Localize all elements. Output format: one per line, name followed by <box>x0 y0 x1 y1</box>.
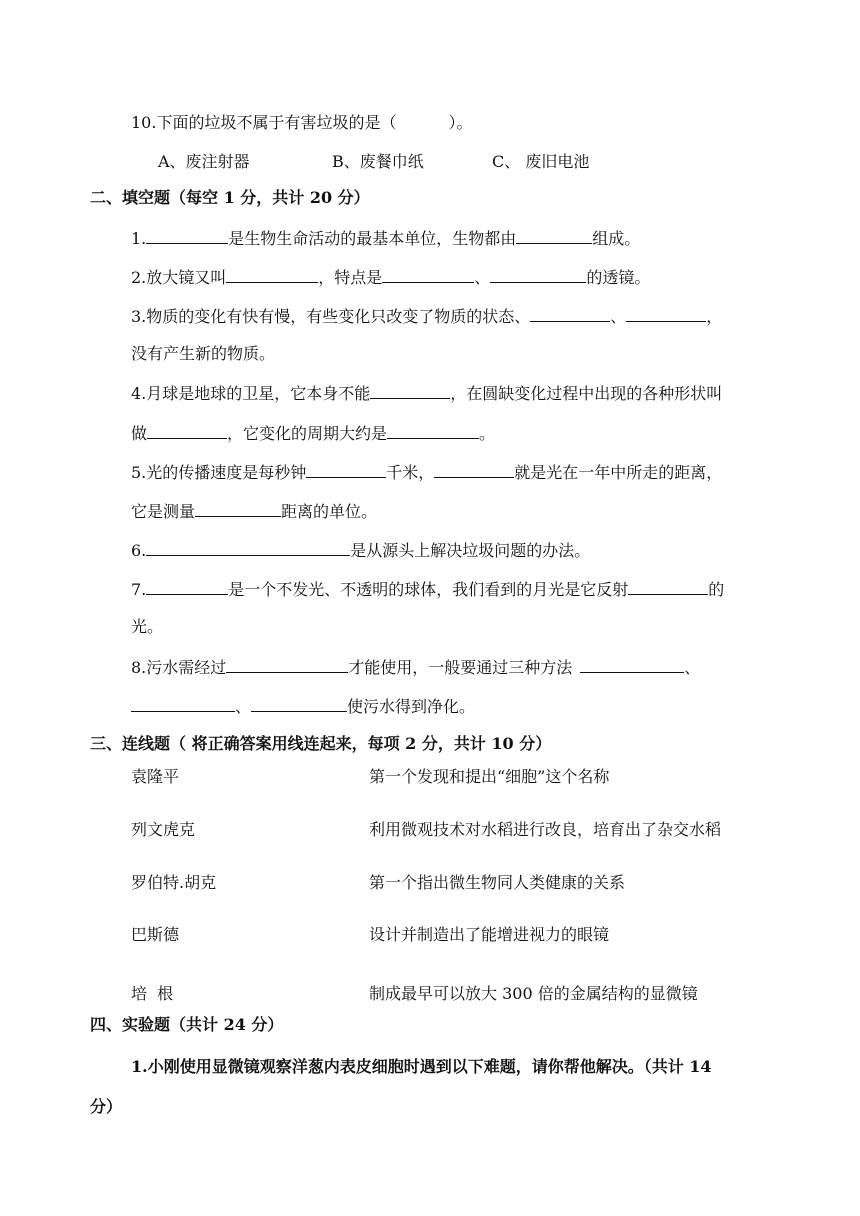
answer-blank[interactable] <box>382 266 474 283</box>
fill-q7 <box>131 578 724 600</box>
fill-q8-line2 <box>131 695 475 717</box>
section2-heading: 二、填空题（每空 1 分，共计 20 分） <box>90 188 370 207</box>
match-right-item[interactable]: 第一个发现和提出“细胞”这个名称 <box>369 767 610 786</box>
fill-q6-num: 6. <box>131 541 147 560</box>
answer-blank[interactable] <box>195 500 281 517</box>
fill-q5-line2-a: 它是测量 <box>131 502 196 521</box>
fill-q5-text2: 千米， <box>386 463 435 482</box>
match-right-item[interactable]: 利用微观技术对水稻进行改良，培育出了杂交水稻 <box>369 820 722 839</box>
fill-q5 <box>131 461 722 483</box>
fill-q8-text2: 才能使用，一般要通过三种方法 <box>348 658 573 677</box>
fill-q1-num: 1. <box>131 229 147 248</box>
answer-blank[interactable] <box>530 305 610 322</box>
match-right-item[interactable]: 第一个指出微生物同人类健康的关系 <box>369 873 626 892</box>
fill-q5-text3: 就是光在一年中所走的距离， <box>514 463 723 482</box>
fill-q7-end: 的 <box>708 580 725 599</box>
match-left-item[interactable]: 袁隆平 <box>131 767 180 786</box>
fill-q2-text2: ，特点是 <box>318 268 383 287</box>
answer-blank[interactable] <box>626 305 706 322</box>
q10-option-b: B、废餐巾纸 <box>332 152 424 171</box>
answer-blank[interactable] <box>147 422 227 439</box>
q10-option-c: C、 废旧电池 <box>492 152 590 171</box>
fill-q1-end: 组成。 <box>592 229 641 248</box>
answer-blank[interactable] <box>131 695 235 712</box>
answer-blank[interactable] <box>146 578 228 595</box>
fill-q4-line2-b: ，它变化的周期大约是 <box>227 424 388 443</box>
answer-blank[interactable] <box>628 578 708 595</box>
answer-blank[interactable] <box>146 227 228 244</box>
fill-q2-text: 2.放大镜又叫 <box>131 268 227 287</box>
experiment-q1: 1.小刚使用显微镜观察洋葱内表皮细胞时遇到以下难题，请你帮他解决。（共计 14 <box>131 1057 712 1076</box>
fill-q2-sep: 、 <box>474 268 491 287</box>
fill-q4-text: 4.月球是地球的卫星，它本身不能 <box>131 384 371 403</box>
fill-q8-line2-sep: 、 <box>235 697 252 716</box>
answer-blank[interactable] <box>580 656 684 673</box>
answer-blank[interactable] <box>516 227 592 244</box>
section4-heading: 四、实验题（共计 24 分） <box>90 1015 284 1034</box>
fill-q4-line2-a: 做 <box>131 424 148 443</box>
answer-blank[interactable] <box>387 422 479 439</box>
answer-blank[interactable] <box>226 656 348 673</box>
match-left-item[interactable]: 培 根 <box>131 984 174 1003</box>
fill-q6-text: 是从源头上解决垃圾问题的办法。 <box>350 541 591 560</box>
match-left-item[interactable]: 列文虎克 <box>131 820 196 839</box>
match-left-item[interactable]: 罗伯特.胡克 <box>131 873 217 892</box>
fill-q3 <box>131 305 722 327</box>
fill-q2 <box>131 266 650 288</box>
fill-q7-num: 7. <box>131 580 147 599</box>
fill-q7-text: 是一个不发光、不透明的球体，我们看到的月光是它反射 <box>228 580 629 599</box>
match-right-item[interactable]: 制成最早可以放大 300 倍的金属结构的显微镜 <box>369 984 698 1003</box>
fill-q4-line2 <box>131 422 495 444</box>
match-right-item[interactable]: 设计并制造出了能增进视力的眼镜 <box>369 925 610 944</box>
fill-q8 <box>131 656 700 678</box>
fill-q3-text: 3.物质的变化有快有慢，有些变化只改变了物质的状态、 <box>131 307 531 326</box>
q10-stem-text: 10.下面的垃圾不属于有害垃圾的是（ <box>131 113 397 132</box>
fill-q3-line2: 没有产生新的物质。 <box>131 344 276 363</box>
fill-q1 <box>131 227 640 249</box>
experiment-q1-line2: 分） <box>90 1097 123 1116</box>
answer-blank[interactable] <box>434 461 514 478</box>
answer-blank[interactable] <box>226 266 318 283</box>
fill-q7-line2: 光。 <box>131 617 164 636</box>
q10-stem <box>131 113 472 133</box>
match-left-item[interactable]: 巴斯德 <box>131 925 180 944</box>
q10-option-a: A、废注射器 <box>158 152 250 171</box>
fill-q5-line2-b: 距离的单位。 <box>281 502 378 521</box>
fill-q5-text: 5.光的传播速度是每秒钟 <box>131 463 307 482</box>
fill-q8-text: 8.污水需经过 <box>131 658 227 677</box>
fill-q3-end: ， <box>706 307 723 326</box>
answer-blank[interactable] <box>251 695 347 712</box>
fill-q4-line2-c: 。 <box>479 424 496 443</box>
section3-heading: 三、连线题（ 将正确答案用线连起来，每项 2 分，共计 10 分） <box>90 734 552 753</box>
q10-stem-end: ）。 <box>448 113 473 132</box>
fill-q5-line2 <box>131 500 377 522</box>
fill-q1-text: 是生物生命活动的最基本单位，生物都由 <box>228 229 517 248</box>
answer-blank[interactable] <box>370 382 450 399</box>
fill-q4 <box>131 382 722 404</box>
answer-blank[interactable] <box>306 461 386 478</box>
fill-q4-text2: ，在圆缺变化过程中出现的各种形状叫 <box>450 384 723 403</box>
fill-q8-line2-end: 使污水得到净化。 <box>347 697 476 716</box>
answer-blank[interactable] <box>490 266 586 283</box>
fill-q8-sep: 、 <box>684 658 701 677</box>
fill-q3-sep: 、 <box>610 307 627 326</box>
answer-blank[interactable] <box>146 539 350 556</box>
fill-q2-end: 的透镜。 <box>586 268 651 287</box>
fill-q6 <box>131 539 590 561</box>
